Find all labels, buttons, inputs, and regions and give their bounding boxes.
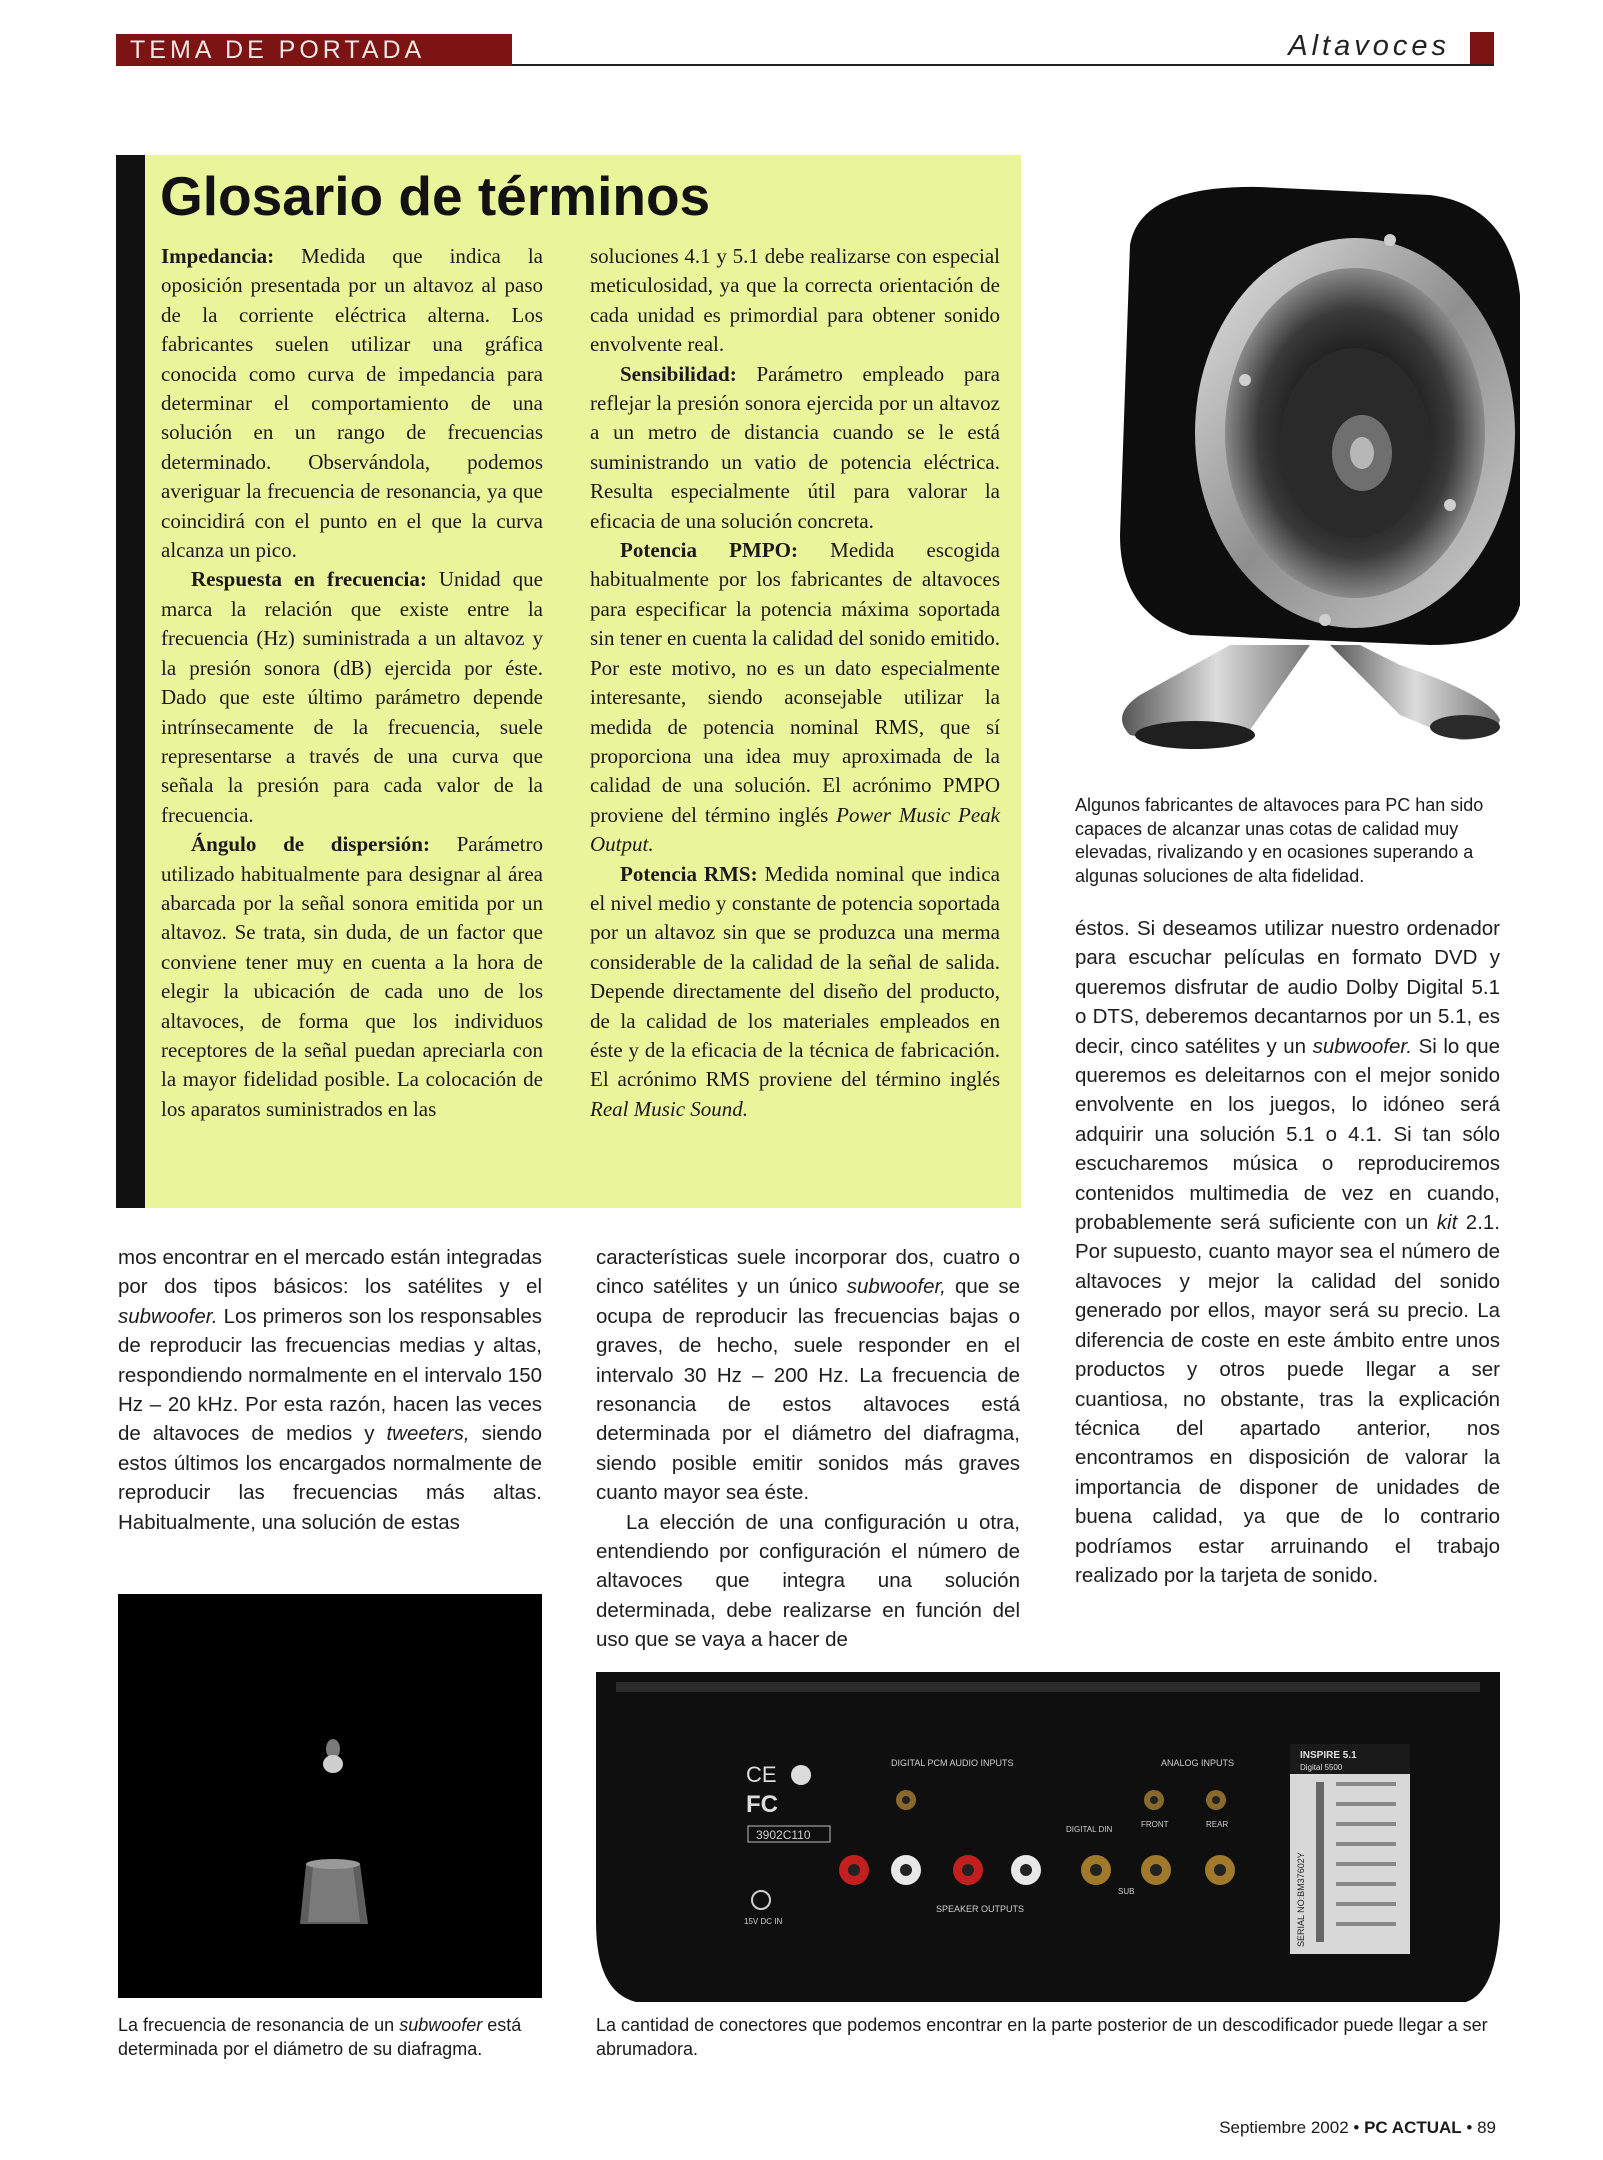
header-rule <box>512 64 1494 66</box>
body-column-1 <box>118 1243 542 1537</box>
section-title: TEMA DE PORTADA <box>130 36 426 64</box>
label-analog-inputs: ANALOG INPUTS <box>1161 1758 1235 1768</box>
page-footer: Septiembre 2002 • PC ACTUAL • 89 <box>1219 2118 1496 2137</box>
body-paragraph: características suele incorporar dos, cuatro o cinco satélites y un único subwoofer, que se ocupa de reproducir las frecuencias bajas o graves, de hecho, suele responder en el intervalo 30 Hz – 200 Hz. La frecuencia de resonancia de estos altavoces está determinada por el diámetro del diafragma, siendo posible emitir sonidos más graves cuanto mayor sea éste. <box>596 1246 1020 1505</box>
glossary-entry-pmpo: Potencia PMPO: Medida escogida habitualmente por los fabricantes de altavoces para especificar la potencia máxima soportada sin tener en cuenta la calidad del sonido emitido. Por este motivo, no es un dato especialmente interesante, siendo aconsejable utilizar la medida de potencia nominal RMS, que sí proporciona una idea muy aproximada de la calidad de una solución. El acrónimo PMPO proviene del término inglés Power Music Peak Output. <box>590 538 1000 857</box>
glossary-entry-angulo: Ángulo de dispersión: Parámetro utilizado habitualmente para designar al área abarcada por la señal sonora emitida por un altavoz. Se trata, sin duda, de un factor que conviene tener muy en cuenta a la hora de elegir la ubicación de cada uno de los altavoces, de forma que los individuos receptores de la señal puedan apreciarla con la mayor fidelidad posible. La colocación de los aparatos suministrados en las <box>161 832 543 1121</box>
label-serial: SERIAL NO:BM37602Y <box>1296 1852 1306 1947</box>
label-power: 15V DC IN <box>744 1917 783 1926</box>
glossary-continuation: soluciones 4.1 y 5.1 debe realizarse con especial meticulosidad, ya que la correcta orientación de cada unidad es primordial para obtener sonido envolvente real. <box>590 244 1000 357</box>
glossary-column-1 <box>161 242 543 1124</box>
subwoofer-caption: La frecuencia de resonancia de un subwoofer está determinada por el diámetro de su diafragma. <box>118 2015 522 2059</box>
fc-code: 3902C110 <box>756 1828 811 1842</box>
label-model: INSPIRE 5.1 <box>1300 1750 1357 1761</box>
label-rear: REAR <box>1206 1820 1229 1829</box>
glossary-entry-respuesta: Respuesta en frecuencia: Unidad que marca la relación que existe entre la frecuencia (Hz) suministrada a un altavoz y la presión sonora (dB) ejercida por éste. Dado que este último parámetro depende intrínsecamente de la frecuencia, suele representarse a través de una curva que señala la presión para cada valor de la frecuencia. <box>161 567 543 827</box>
label-model-sub: Digital 5500 <box>1300 1763 1343 1772</box>
glossary-entry-impedancia: Impedancia: Medida que indica la oposición presentada por un altavoz al paso de la corriente eléctrica alterna. Los fabricantes suelen utilizar una gráfica conocida como curva de impedancia para determinar el comportamiento de una solución en un rango de frecuencias determinado. Observándola, podemos averiguar la frecuencia de resonancia, ya que coincidirá con el punto en el que la curva alcanza un pico. <box>161 244 543 563</box>
label-digital-inputs: DIGITAL PCM AUDIO INPUTS <box>891 1758 1014 1768</box>
glossary-title: Glosario de términos <box>160 165 711 227</box>
glossary-entry-rms: Potencia RMS: Medida nominal que indica el nivel medio y constante de potencia soportada por un altavoz sin que se produzca una merma considerable de la calidad de la señal de salida. Depende directamente del diseño del producto, de la calidad de los materiales empleados en éste y de la eficacia de la técnica de fabricación. El acrónimo RMS proviene del término inglés Real Music Sound. <box>590 861 1000 1121</box>
body-paragraph: mos encontrar en el mercado están integradas por dos tipos básicos: los satélites y el subwoofer. Los primeros son los responsables de reproducir las frecuencias medias y altas, respondiendo normalmente en el intervalo 150 Hz – 20 kHz. Por esta razón, hacen las veces de altavoces de medios y tweeters, siendo estos últimos los encargados normalmente de reproducir las frecuencias más altas. Habitualmente, una solución de estas <box>118 1246 542 1534</box>
label-sub: SUB <box>1118 1887 1135 1896</box>
page-number: 89 <box>1477 2118 1496 2137</box>
subwoofer-photo <box>118 1594 542 1998</box>
decoder-photo <box>596 1672 1500 2002</box>
body-paragraph: éstos. Si deseamos utilizar nuestro ordenador para escuchar películas en formato DVD y queremos disfrutar de audio Dolby Digital 5.1 o DTS, deberemos decantarnos por un 5.1, es decir, cinco satélites y un subwoofer. Si lo que queremos es deleitarnos con el mejor sonido envolvente en los juegos, lo idóneo será adquirir una solución 5.1 o 4.1. Si tan sólo escucharemos música o reproduciremos contenidos multimedia de vez en cuando, probablemente será suficiente con un kit 2.1. Por supuesto, cuanto mayor sea el número de altavoces y mejor la calidad del sonido generado por ellos, mayor será su precio. La diferencia de coste en este ámbito entre unos productos y otros puede llegar a ser cuantiosa, no obstante, tras la explicación técnica del apartado anterior, nos encontramos en disposición de valorar la importancia de disponer de unidades de buena calidad, ya que de lo contrario podríamos estar arruinando el trabajo realizado por la tarjeta de sonido. <box>1075 917 1500 1587</box>
body-column-3 <box>1075 914 1500 1590</box>
label-front: FRONT <box>1141 1820 1169 1829</box>
speaker-photo <box>1100 175 1520 775</box>
body-paragraph: La elección de una configuración u otra, entendiendo por configuración el número de altavoces que integra una solución determinada, debe realizarse en función del uso que se vaya a hacer de <box>596 1510 1020 1652</box>
speaker-caption: Algunos fabricantes de altavoces para PC han sido capaces de alcanzar unas cotas de calidad muy elevadas, rivalizando y en ocasiones superando a algunas soluciones de alta fidelidad. <box>1075 795 1484 886</box>
topic-marker <box>1470 32 1494 64</box>
svg-text:CE: CE <box>746 1762 777 1787</box>
svg-text:FC: FC <box>746 1791 778 1818</box>
footer-magazine: PC ACTUAL <box>1364 2118 1462 2137</box>
label-digital-din: DIGITAL DIN <box>1066 1825 1113 1834</box>
label-speaker-outputs: SPEAKER OUTPUTS <box>936 1904 1025 1914</box>
footer-date: Septiembre 2002 <box>1219 2118 1349 2137</box>
topic-title: Altavoces <box>1288 30 1450 62</box>
body-column-2 <box>596 1243 1020 1655</box>
decoder-caption: La cantidad de conectores que podemos encontrar en la parte posterior de un descodificador puede llegar a ser abrumadora. <box>596 2015 1488 2059</box>
glossary-entry-sensibilidad: Sensibilidad: Parámetro empleado para reflejar la presión sonora ejercida por un altavoz a un metro de distancia cuando se le está suministrando un vatio de potencia eléctrica. Resulta especialmente útil para valorar la eficacia de una solución concreta. <box>590 361 1000 533</box>
glossary-stripe <box>116 155 145 1208</box>
glossary-column-2 <box>590 242 1000 1124</box>
